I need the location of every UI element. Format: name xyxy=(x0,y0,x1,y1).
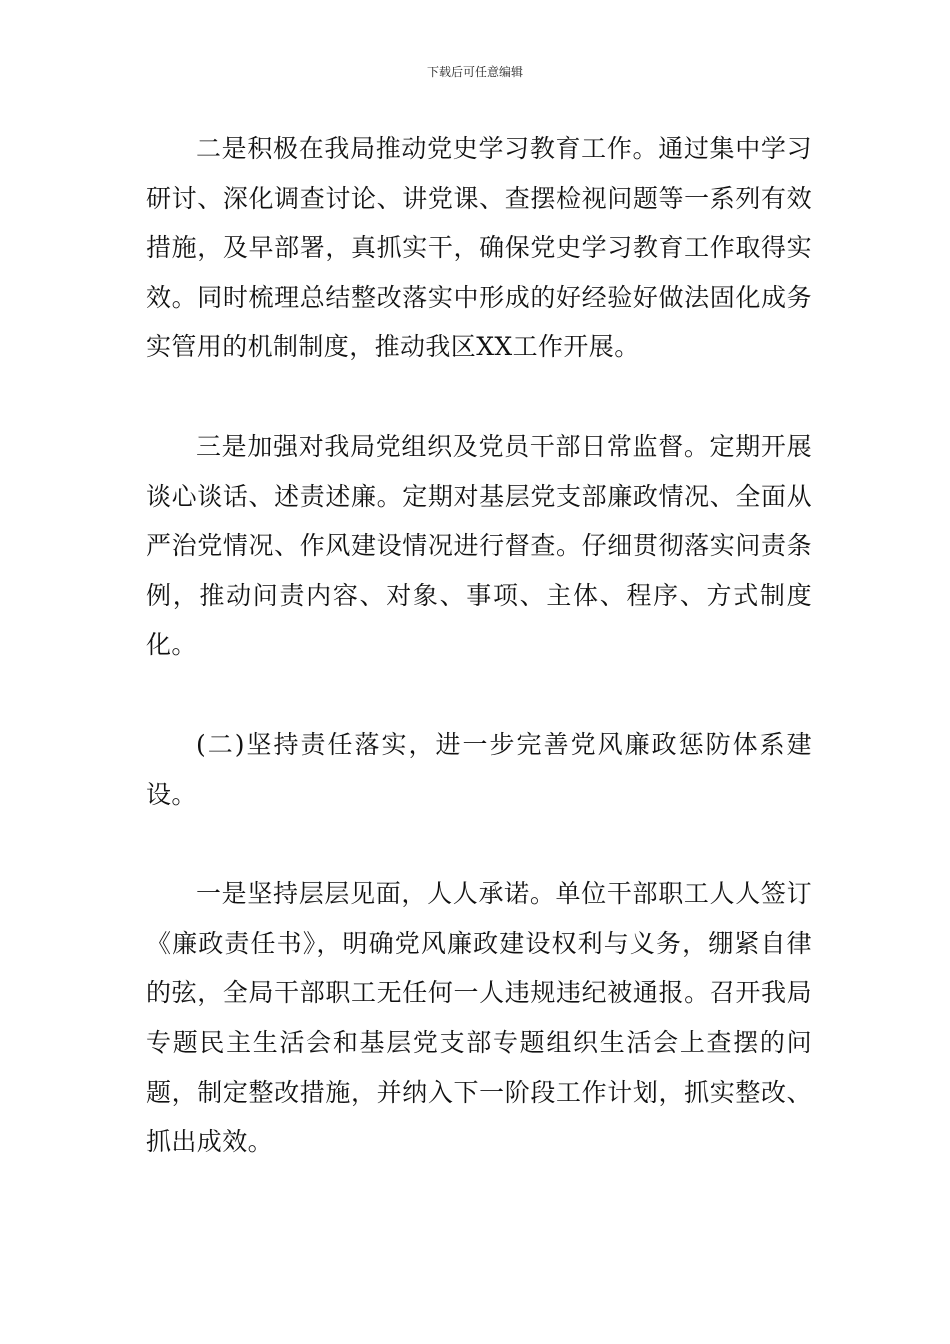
paragraph-party-history-study: 二是积极在我局推动党史学习教育工作。通过集中学习研讨、深化调查讨论、讲党课、查摆检视问题等一系列有效措施，及早部署，真抓实干，确保党史学习教育工作取得实效。同时梳理总结整改落实中形成的好经验好做法固化成务实管用的机制制度，推动我区XX工作开展。 xyxy=(146,134,812,362)
paragraph-commitment: 一是坚持层层见面，人人承诺。单位干部职工人人签订《廉政责任书》，明确党风廉政建设权利与义务，绷紧自律的弦，全局干部职工无任何一人违规违纪被通报。召开我局专题民主生活会和基层党支部专题组织生活会上查摆的问题，制定整改措施，并纳入下一阶段工作计划，抓实整改、抓出成效。 xyxy=(146,879,812,1157)
document-body xyxy=(146,124,812,1167)
page-header-note: 下载后可任意编辑 xyxy=(426,65,523,79)
section-heading-responsibility: (二)坚持责任落实，进一步完善党风廉政惩防体系建设。 xyxy=(146,729,812,809)
paragraph-daily-supervision: 三是加强对我局党组织及党员干部日常监督。定期开展谈心谈话、述责述廉。定期对基层党支部廉政情况、全面从严治党情况、作风建设情况进行督查。仔细贯彻落实问责条例，推动问责内容、对象、事项、主体、程序、方式制度化。 xyxy=(146,431,812,660)
